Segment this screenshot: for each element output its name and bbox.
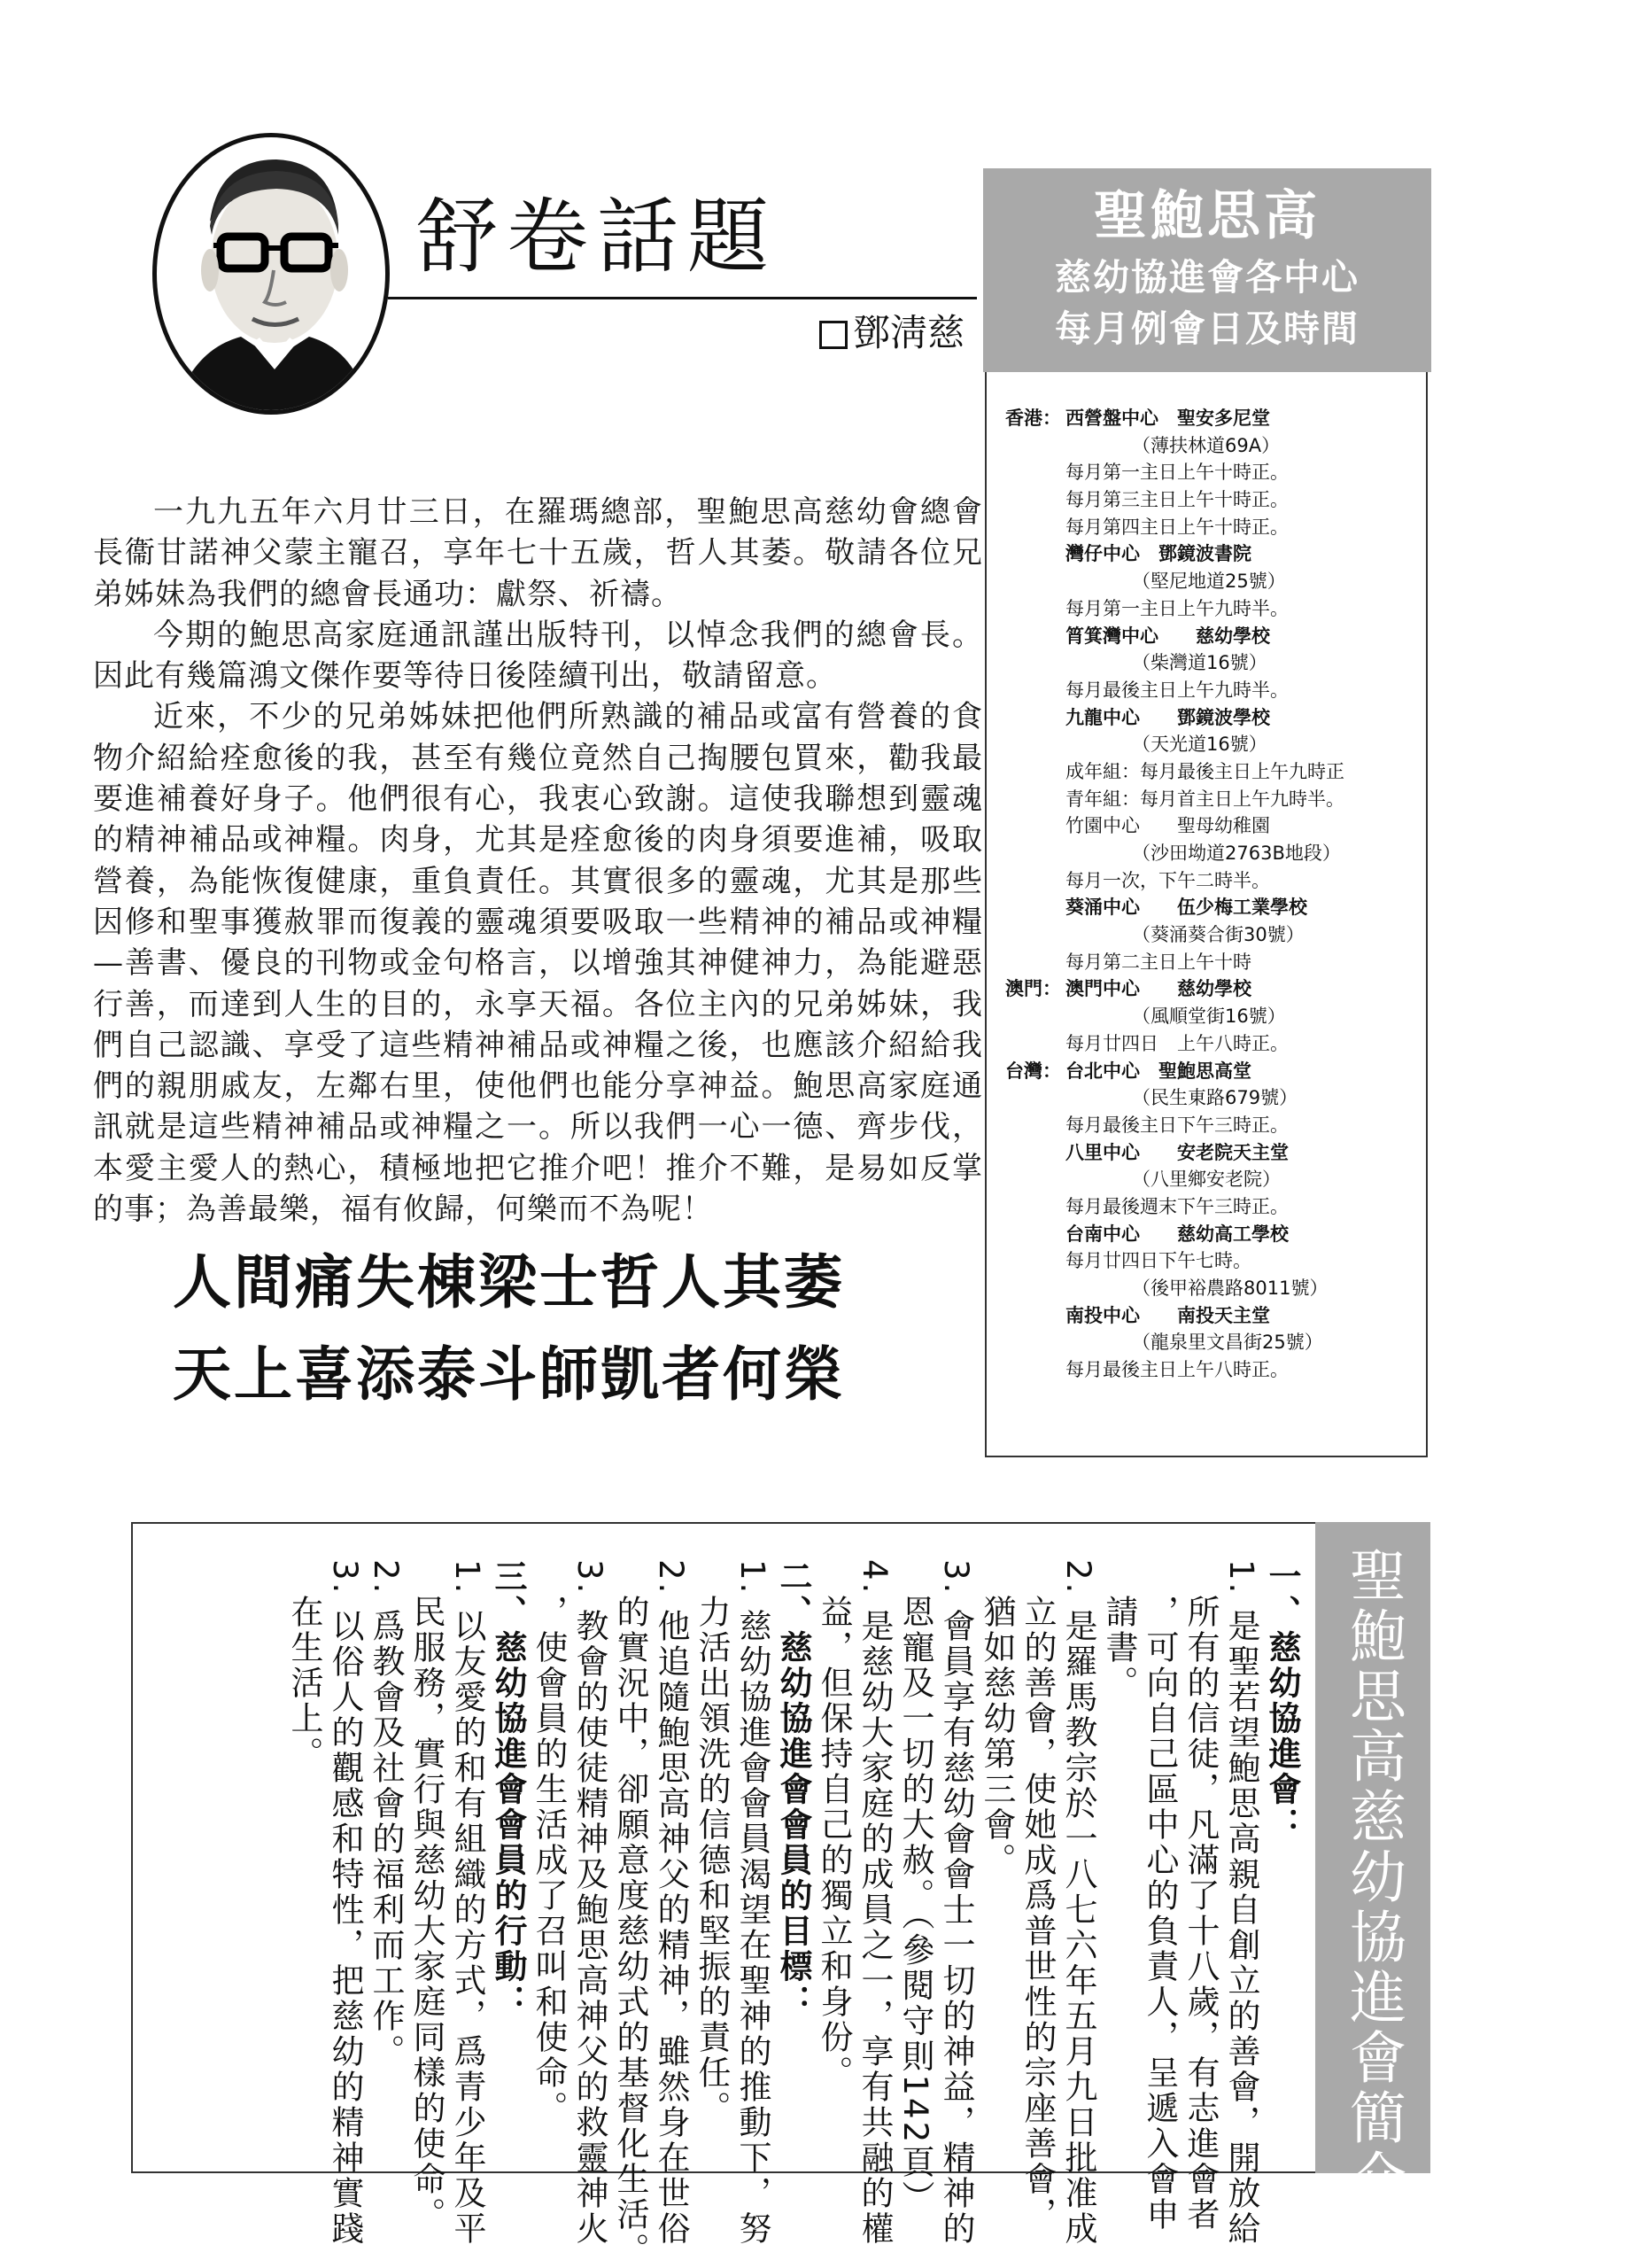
- schedule-row: [1005, 568, 1422, 595]
- schedule-entry: 澳門中心 慈幼學校: [1065, 978, 1251, 1000]
- intro-line: 在生活上。: [285, 1559, 323, 1772]
- schedule-entry: （堅尼地道25號）: [1132, 571, 1286, 593]
- schedule-region: [1005, 1166, 1065, 1193]
- intro-line: 力活出領洗的信德和堅振的責任。: [693, 1559, 731, 2126]
- article-body: [93, 492, 983, 1230]
- schedule-row: [1005, 1221, 1422, 1248]
- schedule-region: [1005, 1356, 1065, 1384]
- schedule-region: [1005, 1193, 1065, 1221]
- schedule-row: [1005, 405, 1422, 432]
- schedule-region: [1005, 758, 1065, 786]
- schedule-row: [1005, 840, 1422, 867]
- schedule-entry: （葵涌葵合街30號）: [1132, 924, 1305, 946]
- schedule-entry: 每月第四主日上午十時正。: [1065, 516, 1289, 538]
- schedule-entry: （薄扶林道69A）: [1132, 434, 1281, 456]
- byline: [819, 311, 965, 354]
- schedule-entry: （後甲裕農路8011號）: [1132, 1278, 1329, 1299]
- schedule-region: [1005, 540, 1065, 568]
- schedule-row: [1005, 949, 1422, 976]
- schedule-region: [1005, 786, 1065, 813]
- schedule-entry: 每月第三主日上午十時正。: [1065, 489, 1289, 511]
- schedule-entry: （沙田坳道2763B地段）: [1132, 843, 1341, 864]
- schedule-row: [1005, 595, 1422, 623]
- intro-line: 2. 他追隨鮑思高神父的精神，雖然身在世俗: [652, 1559, 690, 2248]
- author-portrait: [152, 133, 390, 415]
- portrait-image: [157, 137, 385, 410]
- schedule-row: [1005, 1302, 1422, 1330]
- schedule-entry: 南投中心 南投天主堂: [1065, 1304, 1270, 1326]
- schedule-region: [1005, 1329, 1065, 1356]
- intro-line: 恩寵及一切的大赦。（參閱守則142頁）: [896, 1559, 934, 2217]
- schedule-region: [1005, 949, 1065, 976]
- schedule-entry: 竹園中心 聖母幼稚園: [1065, 815, 1270, 837]
- intro-line: 民服務，實行與慈幼大家庭同樣的使命。: [407, 1559, 445, 2233]
- schedule-row: [1005, 1030, 1422, 1058]
- intro-line: 3. 以俗人的觀感和特性，把慈幼的精神實踐: [326, 1559, 364, 2248]
- schedule-row: [1005, 1193, 1422, 1221]
- schedule-region: [1005, 514, 1065, 541]
- intro-section-heading: 三、慈幼協進會會員的行動：: [489, 1559, 527, 2020]
- schedule-entry: （天光道16號）: [1132, 734, 1267, 756]
- schedule-subtitle-2: 每月例會日及時間: [1055, 307, 1360, 350]
- schedule-region: [1005, 1302, 1065, 1330]
- schedule-subtitle-1: 慈幼協進會各中心: [1055, 256, 1360, 299]
- schedule-row: [1005, 486, 1422, 514]
- schedule-region: [1005, 1112, 1065, 1139]
- schedule-region: [1005, 1139, 1065, 1167]
- article-paragraph: 近來，不少的兄弟姊妹把他們所熟識的補品或富有營養的食物介紹給痊愈後的我，甚至有幾位竟然自己掏腰包買來，勸我最要進補養好身子。他們很有心，我衷心致謝。這使我聯想到靈魂的精神補品或神糧。肉身，尤其是痊愈後的肉身須要進補，吸取營養，為能恢復健康，重負責任。其實很多的靈魂，尤其是那些因修和聖事獲赦罪而復義的靈魂須要吸取一些精神的補品或神糧—善書、優良的刊物或金句格言，以增強其神健神力，為能避惡行善，而達到人生的目的，永享天福。各位主內的兄弟姊妹，我們自己認識、享受了這些精神補品或神糧之後，也應該介紹給我們的親朋戚友，左鄰右里，使他們也能分享神益。鮑思高家庭通訊就是這些精神補品或神糧之一。所以我們一心一德、齊步伐，本愛主愛人的熱心，積極地把它推介吧！推介不難，是易如反掌的事；為善最樂，福有攸歸，何樂而不為呢！: [93, 699, 983, 1228]
- schedule-row: [1005, 731, 1422, 758]
- schedule-region: [1005, 568, 1065, 595]
- schedule-region: [1005, 1003, 1065, 1030]
- intro-line: 的實況中，卻願意度慈幼式的基督化生活。: [611, 1559, 649, 2268]
- schedule-region: [1005, 840, 1065, 867]
- headline-line-1: 人間痛失棟梁士哲人其萎: [173, 1247, 845, 1317]
- schedule-region: [1005, 1030, 1065, 1058]
- schedule-row: [1005, 812, 1422, 840]
- schedule-entry: 台北中心 聖鮑思高堂: [1065, 1060, 1251, 1082]
- intro-line: 3. 會員享有慈幼會會士一切的神益，精神的: [937, 1559, 975, 2248]
- schedule-region: [1005, 812, 1065, 840]
- schedule-entry: 九龍中心 鄧鏡波學校: [1065, 706, 1270, 728]
- intro-line: 請書。: [1100, 1559, 1138, 1701]
- schedule-region: [1005, 1247, 1065, 1275]
- intro-line: 1. 是聖若望鮑思高親自創立的善會，開放給: [1222, 1559, 1260, 2248]
- schedule-entry: （柴灣道16號）: [1132, 652, 1267, 674]
- headline-line-2: 天上喜添泰斗師凱者何榮: [173, 1340, 845, 1409]
- schedule-region: [1005, 459, 1065, 486]
- intro-line: ，使會員的生活成了召叫和使命。: [530, 1559, 568, 2126]
- schedule-region: [1005, 1275, 1065, 1302]
- schedule-header: [983, 168, 1431, 372]
- intro-text: [159, 1559, 1302, 2268]
- schedule-row: [1005, 677, 1422, 704]
- schedule-entry: 每月最後主日下午三時正。: [1065, 1114, 1289, 1136]
- schedule-region: [1005, 677, 1065, 704]
- schedule-entry: 每月最後週末下午三時正。: [1065, 1195, 1289, 1217]
- header-rule: [388, 297, 977, 299]
- intro-line: 1. 以友愛的和有組織的方式，爲青少年及平: [448, 1559, 486, 2248]
- schedule-row: [1005, 1084, 1422, 1112]
- schedule-row: [1005, 921, 1422, 949]
- article-paragraph: 今期的鮑思高家庭通訊謹出版特刊，以悼念我們的總會長。因此有幾篇鴻文傑作要等待日後陸續刊出，敬請留意。: [93, 617, 983, 695]
- square-bullet-icon: [819, 321, 848, 349]
- intro-line: 4. 是慈幼大家庭的成員之一，享有共融的權: [856, 1559, 894, 2248]
- schedule-row: [1005, 1247, 1422, 1275]
- schedule-entry: 台南中心 慈幼高工學校: [1065, 1223, 1289, 1245]
- schedule-entry: 葵涌中心 伍少梅工業學校: [1065, 897, 1307, 919]
- schedule-row: [1005, 623, 1422, 650]
- schedule-row: [1005, 1275, 1422, 1302]
- schedule-entry: 每月最後主日上午八時正。: [1065, 1359, 1289, 1381]
- schedule-entry: 每月第一主日上午十時正。: [1065, 462, 1289, 484]
- article-paragraph: 一九九五年六月廿三日，在羅瑪總部，聖鮑思高慈幼會總會長衞甘諾神父蒙主寵召，享年七十五歲，哲人其萎。敬請各位兄弟姊妹為我們的總會長通功：獻祭、祈禱。: [93, 494, 983, 612]
- intro-section-heading: 二、慈幼協進會會員的目標：: [774, 1559, 812, 2020]
- schedule-entry: （風順堂街16號）: [1132, 1006, 1286, 1028]
- intro-line: 所有的信徒，凡滿了十八歲，有志進會者: [1182, 1559, 1220, 2233]
- schedule-region: [1005, 486, 1065, 514]
- schedule-region: [1005, 432, 1065, 460]
- schedule-region: [1005, 731, 1065, 758]
- schedule-region: [1005, 704, 1065, 732]
- intro-title: 聖鮑思高慈幼協進會簡介: [1340, 1546, 1406, 2209]
- schedule-entry: 每月第一主日上午九時半。: [1065, 597, 1289, 619]
- schedule-entry: （龍泉里文昌街25號）: [1132, 1332, 1323, 1354]
- schedule-row: [1005, 758, 1422, 786]
- schedule-region: [1005, 867, 1065, 895]
- schedule-entry: 成年組：每月最後主日上午九時正: [1065, 760, 1344, 782]
- schedule-entry: 青年組：每月首主日上午九時半。: [1065, 788, 1344, 810]
- schedule-row: [1005, 1112, 1422, 1139]
- schedule-row: [1005, 514, 1422, 541]
- schedule-row: [1005, 1139, 1422, 1167]
- intro-line: 立的善會，使她成爲普世性的宗座善會，: [1019, 1559, 1057, 2233]
- schedule-row: [1005, 704, 1422, 732]
- intro-line: 3. 教會的使徒精神及鮑思高神父的救靈神火: [570, 1559, 608, 2248]
- schedule-entry: 每月廿四日下午七時。: [1065, 1250, 1251, 1272]
- schedule-row: [1005, 1166, 1422, 1193]
- schedule-entry: （民生東路679號）: [1132, 1087, 1298, 1109]
- schedule-row: [1005, 975, 1422, 1003]
- author-name: 鄧淸慈: [853, 311, 965, 354]
- schedule-title: 聖鮑思高: [1094, 185, 1321, 247]
- schedule-region: [1005, 595, 1065, 623]
- schedule-entry: 每月最後主日上午九時半。: [1065, 679, 1289, 701]
- column-title: 舒卷話題: [416, 190, 779, 284]
- schedule-region: 澳門：: [1005, 978, 1061, 1000]
- schedule-row: [1005, 1003, 1422, 1030]
- schedule-entry: 灣仔中心 鄧鏡波書院: [1065, 543, 1251, 565]
- schedule-region: [1005, 894, 1065, 921]
- schedule-entry: 每月廿四日 上午八時正。: [1065, 1032, 1289, 1054]
- schedule-region: [1005, 921, 1065, 949]
- schedule-row: [1005, 432, 1422, 460]
- schedule-entry: 每月第二主日上午十時: [1065, 951, 1251, 973]
- schedule-list: [1005, 405, 1422, 1384]
- schedule-entry: 筲箕灣中心 慈幼學校: [1065, 625, 1270, 647]
- schedule-region: [1005, 649, 1065, 677]
- schedule-region: 台灣：: [1005, 1060, 1061, 1082]
- schedule-region: [1005, 1221, 1065, 1248]
- schedule-row: [1005, 867, 1422, 895]
- schedule-row: [1005, 894, 1422, 921]
- schedule-row: [1005, 1356, 1422, 1384]
- schedule-entry: 每月一次，下午二時半。: [1065, 869, 1270, 891]
- schedule-row: [1005, 786, 1422, 813]
- schedule-entry: 八里中心 安老院天主堂: [1065, 1141, 1289, 1163]
- schedule-row: [1005, 1329, 1422, 1356]
- schedule-row: [1005, 1058, 1422, 1085]
- intro-section-heading: 一、慈幼協進會：: [1263, 1559, 1301, 1843]
- schedule-row: [1005, 540, 1422, 568]
- schedule-entry: 西營盤中心 聖安多尼堂: [1065, 408, 1270, 429]
- intro-line: 猶如慈幼第三會。: [978, 1559, 1016, 1878]
- intro-line: 2. 爲教會及社會的福利而工作。: [367, 1559, 405, 2070]
- schedule-entry: （八里鄉安老院）: [1132, 1169, 1281, 1191]
- intro-line: 1. 慈幼協進會會員渴望在聖神的推動下，努: [733, 1559, 771, 2248]
- intro-line: ，可向自己區中心的負責人，呈遞入會申: [1141, 1559, 1179, 2233]
- schedule-row: [1005, 649, 1422, 677]
- schedule-region: 香港：: [1005, 408, 1061, 429]
- schedule-region: [1005, 623, 1065, 650]
- intro-line: 益，但保持自己的獨立和身份。: [815, 1559, 853, 2091]
- memorial-headline: [173, 1236, 979, 1420]
- intro-line: 2. 是羅馬教宗於一八七六年五月九日批准成: [1059, 1559, 1097, 2248]
- schedule-region: [1005, 1084, 1065, 1112]
- schedule-row: [1005, 459, 1422, 486]
